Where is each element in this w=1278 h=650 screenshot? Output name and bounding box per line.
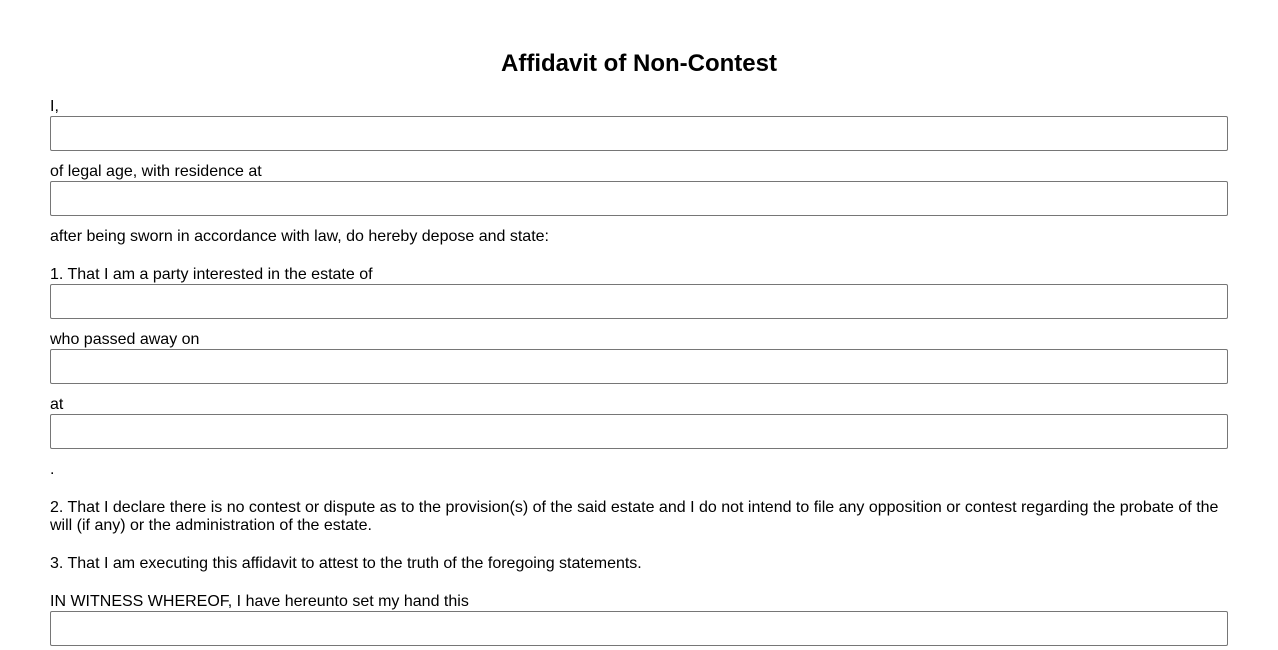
residence-input[interactable] xyxy=(50,181,1228,216)
passed-away-label: who passed away on xyxy=(50,331,200,348)
item-1-label: 1. That I am a party interested in the estate of xyxy=(50,266,373,283)
witness-day-input[interactable] xyxy=(50,611,1228,646)
witness-label: IN WITNESS WHEREOF, I have hereunto set my hand this xyxy=(50,593,469,610)
item-2-text: 2. That I declare there is no contest or dispute as to the provision(s) of the said estate and I do not intend to file any opposition or contest regarding the probate of the will (if any) or the administration of the estate. xyxy=(50,499,1219,534)
sworn-statement: after being sworn in accordance with law, do hereby depose and state: xyxy=(50,228,549,245)
page-title: Affidavit of Non-Contest xyxy=(501,50,777,77)
item-3-text: 3. That I am executing this affidavit to attest to the truth of the foregoing statements. xyxy=(50,555,642,572)
residence-label: of legal age, with residence at xyxy=(50,163,262,180)
place-of-death-input[interactable] xyxy=(50,414,1228,449)
decedent-name-input[interactable] xyxy=(50,284,1228,319)
at-label: at xyxy=(50,396,64,413)
affiant-name-input[interactable] xyxy=(50,116,1228,151)
date-of-death-input[interactable] xyxy=(50,349,1228,384)
intro-label: I, xyxy=(50,98,59,115)
period-text: . xyxy=(50,461,55,478)
